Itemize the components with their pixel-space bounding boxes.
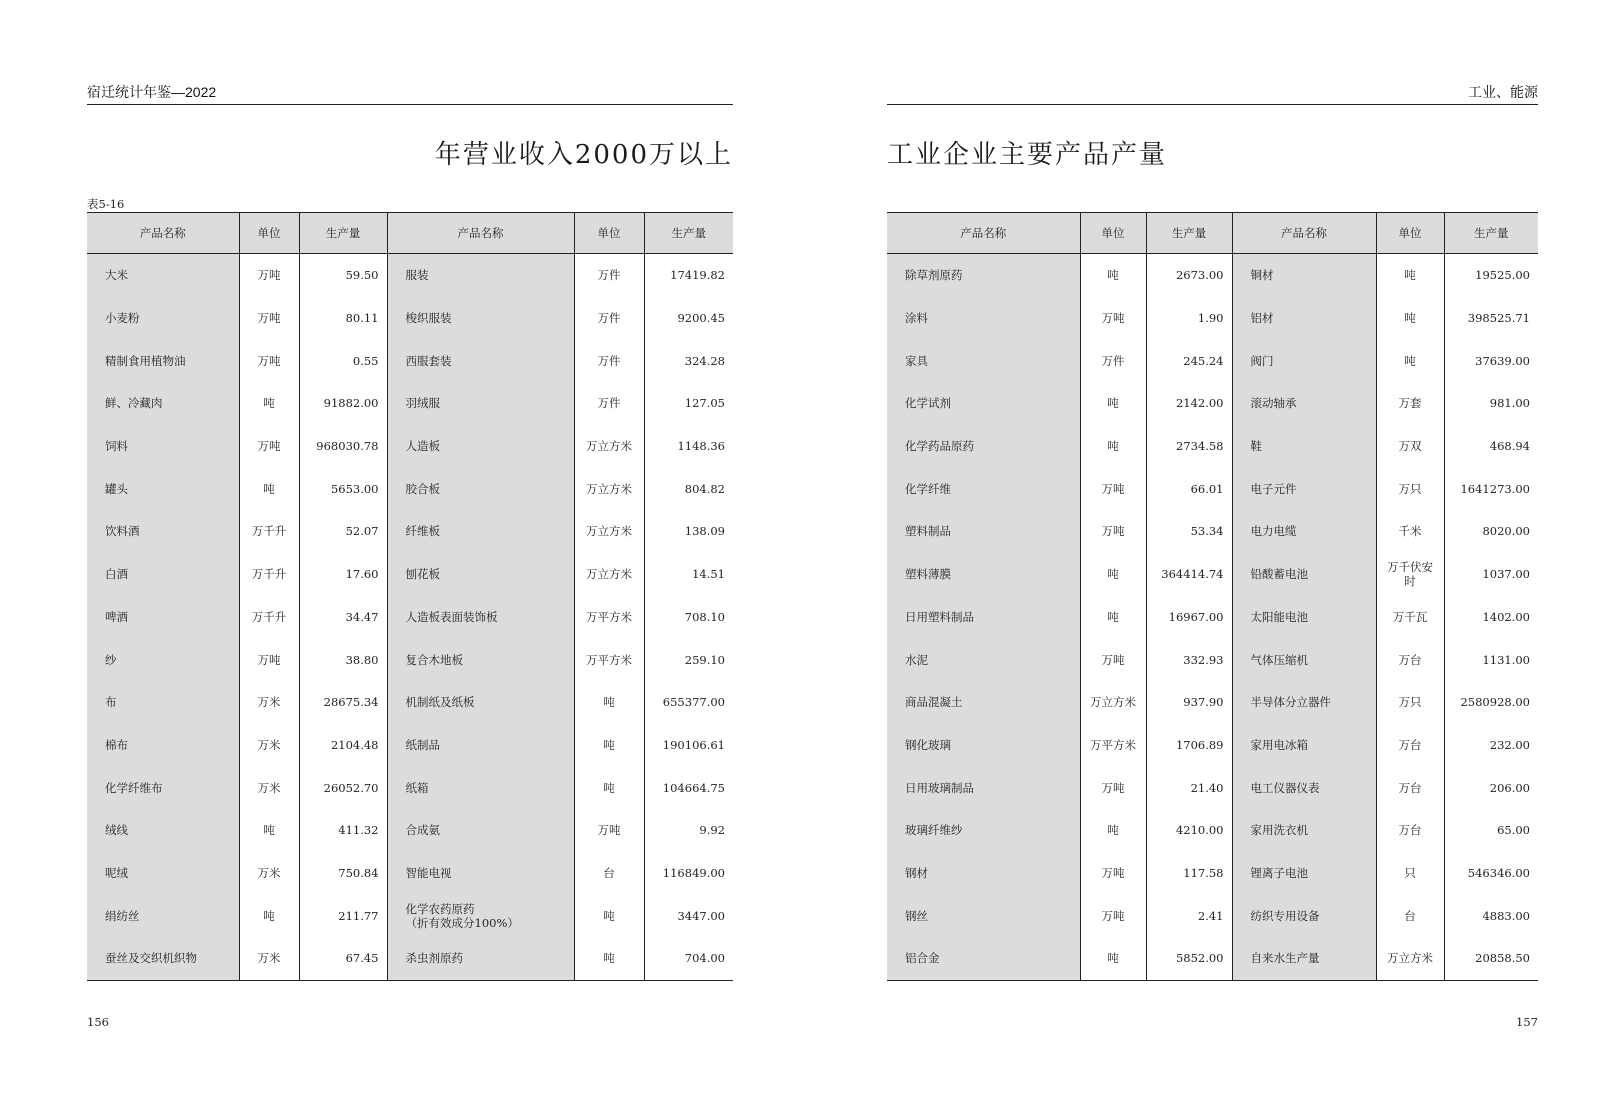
output-cell: 1706.89 (1146, 724, 1232, 767)
output-cell: 211.77 (299, 894, 387, 937)
output-cell: 14.51 (692, 567, 725, 582)
output-cell: 59.50 (299, 254, 387, 297)
output-cell: 21.40 (1146, 766, 1232, 809)
product-name-cell: 铜材 (1232, 254, 1376, 297)
product-name-cell: 涂料 (887, 297, 1080, 340)
product-name-cell: 气体压缩机 (1232, 638, 1376, 681)
output-cell: 80.11 (299, 297, 387, 340)
output-cell: 324.28 (684, 353, 725, 368)
product-name-cell: 饲料 (87, 425, 239, 468)
unit-cell: 万吨 (1080, 297, 1146, 340)
output-cell: 5653.00 (299, 467, 387, 510)
unit-cell: 万吨 (1080, 467, 1146, 510)
table-row (887, 638, 1538, 681)
col-header-unit: 单位 (574, 213, 644, 254)
product-name-cell: 胶合板 (387, 467, 574, 510)
header-rule-left (87, 104, 733, 105)
output-cell: 708.10 (684, 609, 725, 624)
unit-cell: 吨 (574, 937, 644, 980)
output-cell: 53.34 (1146, 510, 1232, 553)
page-number-left: 156 (87, 1015, 109, 1029)
col-header-output: 生产量 (644, 213, 733, 254)
product-name-cell: 家用电冰箱 (1232, 724, 1376, 767)
col-header-name: 产品名称 (87, 213, 239, 254)
product-name-cell: 纸箱 (387, 766, 574, 809)
product-name-cell: 水泥 (887, 638, 1080, 681)
output-cell: 750.84 (299, 852, 387, 895)
table-row (87, 382, 733, 425)
output-cell: 981.00 (1489, 396, 1530, 411)
unit-cell: 万吨 (1080, 638, 1146, 681)
unit-cell: 吨 (1376, 339, 1444, 382)
unit-cell: 吨 (574, 724, 644, 767)
unit-cell: 万千升 (239, 553, 299, 596)
output-cell: 364414.74 (1146, 553, 1232, 596)
product-name-cell: 太阳能电池 (1232, 596, 1376, 639)
output-cell: 1402.00 (1482, 609, 1530, 624)
product-name-cell: 机制纸及纸板 (387, 681, 574, 724)
output-cell: 34.47 (299, 596, 387, 639)
product-name-cell: 呢绒 (87, 852, 239, 895)
product-name-cell: 滚动轴承 (1232, 382, 1376, 425)
output-cell: 38.80 (299, 638, 387, 681)
unit-cell: 万吨 (239, 425, 299, 468)
product-name-cell: 化学纤维 (887, 467, 1080, 510)
product-name-cell: 饮料酒 (87, 510, 239, 553)
product-name-cell: 刨花板 (387, 553, 574, 596)
product-name-cell: 铝材 (1232, 297, 1376, 340)
product-name-cell: 铅酸蓄电池 (1232, 553, 1376, 596)
unit-cell: 万件 (574, 339, 644, 382)
unit-cell: 万千升 (239, 510, 299, 553)
table-row (87, 254, 733, 297)
product-name-cell: 纤维板 (387, 510, 574, 553)
unit-cell: 吨 (239, 467, 299, 510)
output-cell: 5852.00 (1146, 937, 1232, 980)
product-name-cell: 梭织服装 (387, 297, 574, 340)
output-cell: 116849.00 (662, 865, 725, 880)
output-cell: 3447.00 (677, 908, 725, 923)
unit-cell: 吨 (1080, 596, 1146, 639)
output-cell: 16967.00 (1146, 596, 1232, 639)
product-name-cell: 钢化玻璃 (887, 724, 1080, 767)
output-cell: 206.00 (1489, 780, 1530, 795)
product-table-left (87, 212, 733, 981)
product-name-cell: 大米 (87, 254, 239, 297)
table-row (87, 809, 733, 852)
table-row (87, 894, 733, 937)
unit-cell: 万平方米 (574, 596, 644, 639)
output-cell: 138.09 (684, 524, 725, 539)
table-row (87, 638, 733, 681)
product-name-cell: 棉布 (87, 724, 239, 767)
table-row (887, 510, 1538, 553)
output-cell: 65.00 (1497, 823, 1530, 838)
output-cell: 968030.78 (299, 425, 387, 468)
unit-cell: 万件 (1080, 339, 1146, 382)
product-name-cell: 啤酒 (87, 596, 239, 639)
product-name-cell: 半导体分立器件 (1232, 681, 1376, 724)
table-row (87, 553, 733, 596)
table-row (887, 766, 1538, 809)
table-row (87, 681, 733, 724)
table-row (87, 766, 733, 809)
unit-cell: 万千瓦 (1376, 596, 1444, 639)
product-name-cell: 羽绒服 (387, 382, 574, 425)
output-cell: 52.07 (299, 510, 387, 553)
running-head-left: 宿迁统计年鉴—2022 (87, 84, 217, 100)
unit-cell: 万米 (239, 724, 299, 767)
output-cell: 117.58 (1146, 852, 1232, 895)
output-cell: 37639.00 (1475, 353, 1530, 368)
unit-cell: 万吨 (574, 809, 644, 852)
table-row (87, 297, 733, 340)
product-name-cell: 塑料薄膜 (887, 553, 1080, 596)
table-row (887, 254, 1538, 297)
product-name-cell: 锂离子电池 (1232, 852, 1376, 895)
product-name-cell: 蚕丝及交织机织物 (87, 937, 239, 980)
product-name-cell: 绒线 (87, 809, 239, 852)
unit-cell: 万吨 (239, 297, 299, 340)
table-number: 表5-16 (87, 197, 125, 211)
col-header-unit: 单位 (1376, 213, 1444, 254)
product-name-cell: 白酒 (87, 553, 239, 596)
unit-cell: 吨 (1080, 254, 1146, 297)
product-name-cell: 小麦粉 (87, 297, 239, 340)
table-header-row (87, 213, 733, 254)
product-name-cell: 布 (87, 681, 239, 724)
unit-cell: 万平方米 (574, 638, 644, 681)
output-cell: 704.00 (644, 937, 733, 980)
product-name-cell: 鲜、冷藏肉 (87, 382, 239, 425)
output-cell: 17.60 (299, 553, 387, 596)
product-name-cell: 复合木地板 (387, 638, 574, 681)
unit-cell: 万米 (239, 681, 299, 724)
product-name-cell: 化学纤维布 (87, 766, 239, 809)
table-row (87, 596, 733, 639)
unit-cell: 吨 (1080, 425, 1146, 468)
product-name-cell: 日用玻璃制品 (887, 766, 1080, 809)
table-row (887, 425, 1538, 468)
unit-cell: 万立方米 (1376, 937, 1444, 980)
left-page (0, 0, 804, 1099)
output-cell: 804.82 (684, 481, 725, 496)
product-name-cell: 家用洗衣机 (1232, 809, 1376, 852)
product-name-cell: 日用塑料制品 (887, 596, 1080, 639)
product-name-cell: 自来水生产量 (1232, 937, 1376, 980)
unit-cell: 千米 (1376, 510, 1444, 553)
output-cell: 8020.00 (1482, 524, 1530, 539)
unit-cell: 万立方米 (1080, 681, 1146, 724)
output-cell: 190106.61 (662, 737, 725, 752)
table-body-right (887, 254, 1538, 981)
unit-cell: 台 (574, 852, 644, 895)
unit-cell: 万台 (1376, 809, 1444, 852)
output-cell: 2734.58 (1146, 425, 1232, 468)
table-body-left (87, 254, 733, 981)
product-name-cell: 塑料制品 (887, 510, 1080, 553)
output-cell: 91882.00 (299, 382, 387, 425)
table-row (87, 425, 733, 468)
unit-cell: 万件 (574, 297, 644, 340)
product-name-cell: 智能电视 (387, 852, 574, 895)
header-rule-right (887, 104, 1538, 105)
product-name-cell: 化学试剂 (887, 382, 1080, 425)
table-row (887, 724, 1538, 767)
unit-cell: 万米 (239, 766, 299, 809)
unit-cell: 万平方米 (1080, 724, 1146, 767)
output-cell: 4210.00 (1146, 809, 1232, 852)
output-cell: 67.45 (299, 937, 387, 980)
product-name-cell: 化学农药原药 （折有效成分100%） (387, 894, 574, 937)
output-cell: 232.00 (1489, 737, 1530, 752)
col-header-name: 产品名称 (1232, 213, 1376, 254)
table-row (887, 596, 1538, 639)
table-row (887, 681, 1538, 724)
output-cell: 19525.00 (1475, 268, 1530, 283)
unit-cell: 吨 (1080, 809, 1146, 852)
col-header-unit: 单位 (239, 213, 299, 254)
output-cell: 2580928.00 (1460, 695, 1530, 710)
product-name-cell: 阀门 (1232, 339, 1376, 382)
table-row (87, 937, 733, 980)
unit-cell: 吨 (574, 894, 644, 937)
product-name-cell: 玻璃纤维纱 (887, 809, 1080, 852)
unit-cell: 万千伏安 时 (1376, 553, 1444, 596)
unit-cell: 吨 (574, 681, 644, 724)
unit-cell: 吨 (1376, 297, 1444, 340)
product-name-cell: 电子元件 (1232, 467, 1376, 510)
unit-cell: 万双 (1376, 425, 1444, 468)
table-row (887, 467, 1538, 510)
product-table-right (887, 212, 1538, 981)
unit-cell: 万台 (1376, 724, 1444, 767)
unit-cell: 吨 (239, 894, 299, 937)
right-page (804, 0, 1609, 1099)
table-row (887, 894, 1538, 937)
product-name-cell: 杀虫剂原药 (387, 937, 574, 980)
output-cell: 9.92 (699, 823, 725, 838)
unit-cell: 万台 (1376, 766, 1444, 809)
output-cell: 127.05 (684, 396, 725, 411)
product-name-cell: 合成氨 (387, 809, 574, 852)
table-header-row (887, 213, 1538, 254)
product-name-cell: 纺织专用设备 (1232, 894, 1376, 937)
output-cell: 17419.82 (670, 268, 725, 283)
output-cell: 9200.45 (677, 311, 725, 326)
product-name-cell: 纱 (87, 638, 239, 681)
output-cell: 0.55 (299, 339, 387, 382)
unit-cell: 万吨 (239, 254, 299, 297)
unit-cell: 万件 (574, 382, 644, 425)
unit-cell: 吨 (1080, 937, 1146, 980)
product-name-cell: 绢纺丝 (87, 894, 239, 937)
product-name-cell: 纸制品 (387, 724, 574, 767)
output-cell: 468.94 (1489, 439, 1530, 454)
output-cell: 26052.70 (299, 766, 387, 809)
output-cell: 2673.00 (1146, 254, 1232, 297)
unit-cell: 万套 (1376, 382, 1444, 425)
product-name-cell: 除草剂原药 (887, 254, 1080, 297)
table-row (887, 297, 1538, 340)
unit-cell: 万件 (574, 254, 644, 297)
unit-cell: 万吨 (1080, 510, 1146, 553)
product-name-cell: 钢丝 (887, 894, 1080, 937)
table-row (87, 339, 733, 382)
col-header-output: 生产量 (1444, 213, 1538, 254)
output-cell: 411.32 (299, 809, 387, 852)
col-header-name: 产品名称 (387, 213, 574, 254)
unit-cell: 万只 (1376, 467, 1444, 510)
unit-cell: 万立方米 (574, 467, 644, 510)
output-cell: 332.93 (1146, 638, 1232, 681)
product-name-cell: 钢材 (887, 852, 1080, 895)
product-name-cell: 铝合金 (887, 937, 1080, 980)
table-row (887, 852, 1538, 895)
unit-cell: 万立方米 (574, 510, 644, 553)
product-name-cell: 家具 (887, 339, 1080, 382)
product-name-cell: 西服套装 (387, 339, 574, 382)
product-name-cell: 商品混凝土 (887, 681, 1080, 724)
output-cell: 1148.36 (677, 439, 725, 454)
table-row (887, 809, 1538, 852)
table-row (887, 937, 1538, 980)
product-name-cell: 人造板表面装饰板 (387, 596, 574, 639)
output-cell: 66.01 (1146, 467, 1232, 510)
table-row (87, 852, 733, 895)
output-cell: 1.90 (1146, 297, 1232, 340)
output-cell: 28675.34 (299, 681, 387, 724)
unit-cell: 吨 (574, 766, 644, 809)
unit-cell: 万米 (239, 852, 299, 895)
page-number-right: 157 (1516, 1015, 1538, 1029)
output-cell: 1037.00 (1482, 567, 1530, 582)
output-cell: 2104.48 (299, 724, 387, 767)
table-row (87, 724, 733, 767)
title-part-right: 工业企业主要产品产量 (887, 140, 1168, 170)
table-row (87, 510, 733, 553)
output-cell: 546346.00 (1467, 865, 1530, 880)
unit-cell: 万立方米 (574, 425, 644, 468)
product-name-cell: 电工仪器仪表 (1232, 766, 1376, 809)
unit-cell: 只 (1376, 852, 1444, 895)
unit-cell: 吨 (1376, 254, 1444, 297)
unit-cell: 吨 (1080, 382, 1146, 425)
table-row (87, 467, 733, 510)
output-cell: 2.41 (1146, 894, 1232, 937)
running-head-right: 工业、能源 (1468, 84, 1538, 100)
output-cell: 4883.00 (1482, 908, 1530, 923)
unit-cell: 吨 (239, 382, 299, 425)
output-cell: 655377.00 (662, 695, 725, 710)
output-cell: 104664.75 (662, 780, 725, 795)
unit-cell: 万只 (1376, 681, 1444, 724)
table-row (887, 339, 1538, 382)
table-row (887, 553, 1538, 596)
col-header-output: 生产量 (1146, 213, 1232, 254)
product-name-cell: 电力电缆 (1232, 510, 1376, 553)
title-part-left: 年营业收入2000万以上 (434, 140, 733, 170)
unit-cell: 吨 (239, 809, 299, 852)
unit-cell: 万吨 (1080, 894, 1146, 937)
unit-cell: 万台 (1376, 638, 1444, 681)
product-name-cell: 化学药品原药 (887, 425, 1080, 468)
unit-cell: 万吨 (239, 638, 299, 681)
unit-cell: 台 (1376, 894, 1444, 937)
product-name-cell: 精制食用植物油 (87, 339, 239, 382)
table-row (887, 382, 1538, 425)
output-cell: 1641273.00 (1460, 481, 1530, 496)
unit-cell: 吨 (1080, 553, 1146, 596)
product-name-cell: 鞋 (1232, 425, 1376, 468)
unit-cell: 万米 (239, 937, 299, 980)
unit-cell: 万吨 (239, 339, 299, 382)
product-name-cell: 人造板 (387, 425, 574, 468)
output-cell: 1131.00 (1482, 652, 1530, 667)
output-cell: 398525.71 (1467, 311, 1530, 326)
output-cell: 20858.50 (1444, 937, 1538, 980)
output-cell: 245.24 (1146, 339, 1232, 382)
output-cell: 2142.00 (1146, 382, 1232, 425)
unit-cell: 万吨 (1080, 852, 1146, 895)
col-header-output: 生产量 (299, 213, 387, 254)
unit-cell: 万立方米 (574, 553, 644, 596)
unit-cell: 万千升 (239, 596, 299, 639)
product-name-cell: 服装 (387, 254, 574, 297)
unit-cell: 万吨 (1080, 766, 1146, 809)
output-cell: 259.10 (684, 652, 725, 667)
col-header-unit: 单位 (1080, 213, 1146, 254)
product-name-cell: 罐头 (87, 467, 239, 510)
col-header-name: 产品名称 (887, 213, 1080, 254)
output-cell: 937.90 (1146, 681, 1232, 724)
